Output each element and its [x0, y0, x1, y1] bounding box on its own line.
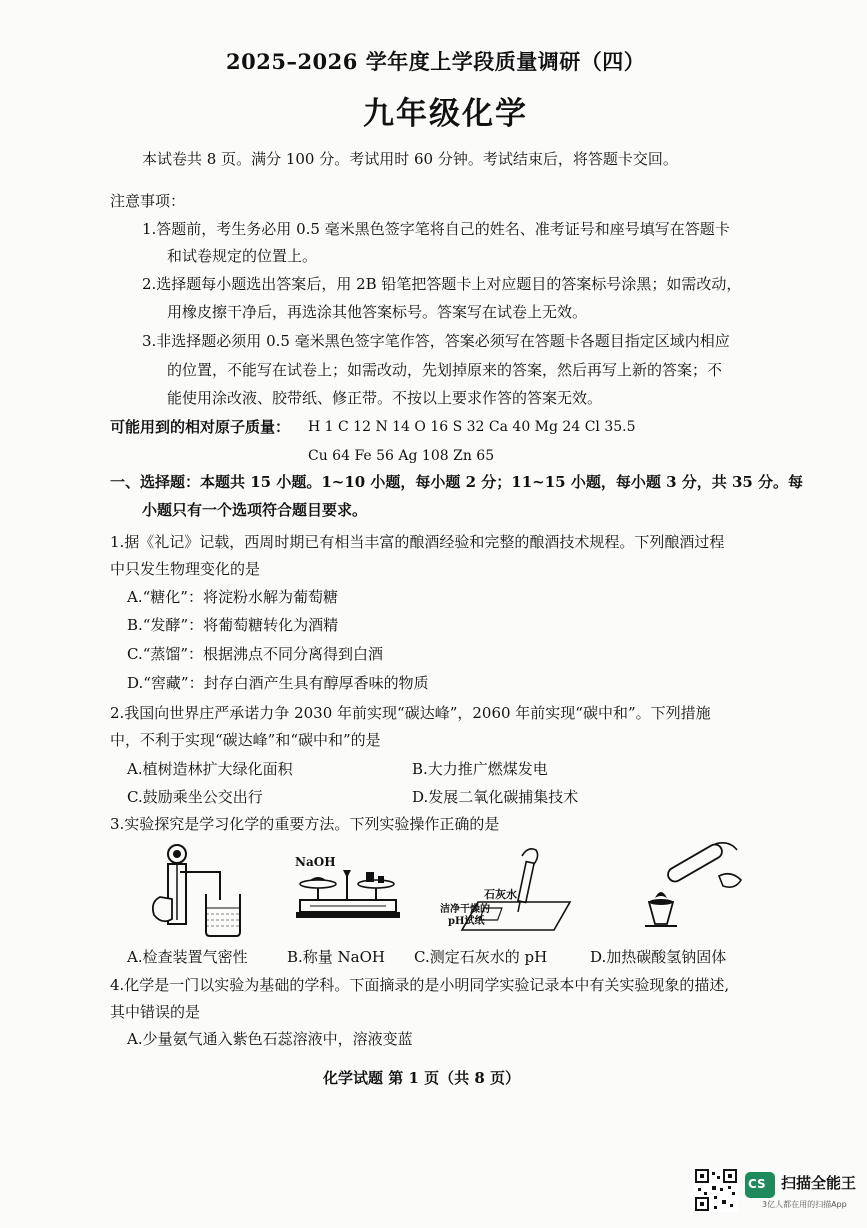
- watermark-title: 扫描全能王: [781, 1174, 857, 1192]
- scanner-logo-text: CS: [748, 1177, 766, 1191]
- q4-option-a: A.少量氨气通入紫色石蕊溶液中，溶液变蓝: [127, 1030, 413, 1048]
- atomic-mass-line2: Cu 64 Fe 56 Ag 108 Zn 65: [308, 448, 495, 464]
- note-1-line1: 1.答题前，考生务必用 0.5 毫米黑色签字笔将自己的姓名、准考证号和座号填写在答题卡: [142, 220, 730, 238]
- q3-option-a: A.检查装置气密性: [127, 948, 248, 966]
- note-2-line1: 2.选择题每小题选出答案后，用 2B 铅笔把答题卡上对应题目的答案标号涂黑；如需改动，: [142, 275, 742, 293]
- q2-option-b: B.大力推广燃煤发电: [412, 760, 548, 778]
- q3-stem: 3.实验探究是学习化学的重要方法。下列实验操作正确的是: [110, 815, 500, 833]
- naoh-label: NaOH: [295, 855, 336, 869]
- page-footer: 化学试题 第 1 页（共 8 页）: [323, 1069, 520, 1087]
- ph-paper-label-1: 洁净干燥的: [440, 904, 490, 915]
- exam-subtitle: 2025–2026 学年度上学段质量调研（四）: [226, 49, 646, 74]
- q3-option-c: C.测定石灰水的 pH: [414, 948, 548, 966]
- section-heading-line2: 小题只有一个选项符合题目要求。: [142, 501, 368, 519]
- q1-option-a: A.“糖化”：将淀粉水解为葡萄糖: [127, 588, 338, 606]
- note-3-line2: 的位置，不能写在试卷上；如需改动，先划掉原来的答案，然后再写上新的答案；不: [167, 361, 723, 379]
- q4-stem-line1: 4.化学是一门以实验为基础的学科。下面摘录的是小明同学实验记录本中有关实验现象的描述,: [110, 976, 730, 994]
- limewater-label: 石灰水: [484, 888, 517, 901]
- atomic-mass-label: 可能用到的相对原子质量：: [110, 418, 291, 436]
- q1-stem-line1: 1.据《礼记》记载，西周时期已有相当丰富的酿酒经验和完整的酿酒技术规程。下列酿酒过程: [110, 533, 725, 551]
- figure-airtightness: [140, 842, 250, 940]
- note-3-line3: 能使用涂改液、胶带纸、修正带。不按以上要求作答的答案无效。: [167, 389, 603, 407]
- q2-stem-line1: 2.我国向世界庄严承诺力争 2030 年前实现“碳达峰”，2060 年前实现“碳中和”。下列措施: [110, 704, 711, 722]
- q1-option-b: B.“发酵”：将葡萄糖转化为酒精: [127, 616, 339, 634]
- q1-stem-line2: 中只发生物理变化的是: [110, 560, 261, 578]
- q2-stem-line2: 中，不利于实现“碳达峰”和“碳中和”的是: [110, 731, 381, 749]
- note-2-line2: 用橡皮擦干净后，再选涂其他答案标号。答案写在试卷上无效。: [167, 303, 588, 321]
- q1-option-d: D.“窖藏”：封存白酒产生具有醇厚香味的物质: [127, 674, 429, 692]
- exam-intro: 本试卷共 8 页。满分 100 分。考试用时 60 分钟。考试结束后，将答题卡交回。: [142, 150, 678, 168]
- q2-option-a: A.植树造林扩大绿化面积: [127, 760, 293, 778]
- page-title: 九年级化学: [363, 96, 528, 132]
- note-1-line2: 和试卷规定的位置上。: [167, 247, 318, 265]
- atomic-mass-line1: H 1 C 12 N 14 O 16 S 32 Ca 40 Mg 24 Cl 35.5: [308, 419, 636, 435]
- note-3-line1: 3.非选择题必须用 0.5 毫米黑色签字笔作答，答案必须写在答题卡各题目指定区域内相应: [142, 332, 730, 350]
- notes-heading: 注意事项：: [110, 192, 186, 210]
- section-heading-line1: 一、选择题：本题共 15 小题。1~10 小题，每小题 2 分；11~15 小题，每小题 3 分，共 35 分。每: [110, 473, 804, 491]
- watermark-subtitle: 3亿人都在用的扫描App: [762, 1200, 847, 1209]
- q4-stem-line2: 其中错误的是: [110, 1003, 201, 1021]
- q3-option-d: D.加热碳酸氢钠固体: [590, 948, 727, 966]
- q2-option-d: D.发展二氧化碳捕集技术: [412, 788, 579, 806]
- ph-paper-label-2: pH试纸: [448, 916, 485, 927]
- q2-option-c: C.鼓励乘坐公交出行: [127, 788, 263, 806]
- q1-option-c: C.“蒸馏”：根据沸点不同分离得到白酒: [127, 645, 384, 663]
- q3-option-b: B.称量 NaOH: [287, 948, 386, 966]
- qr-code: [694, 1168, 738, 1212]
- figure-heating: [615, 836, 755, 936]
